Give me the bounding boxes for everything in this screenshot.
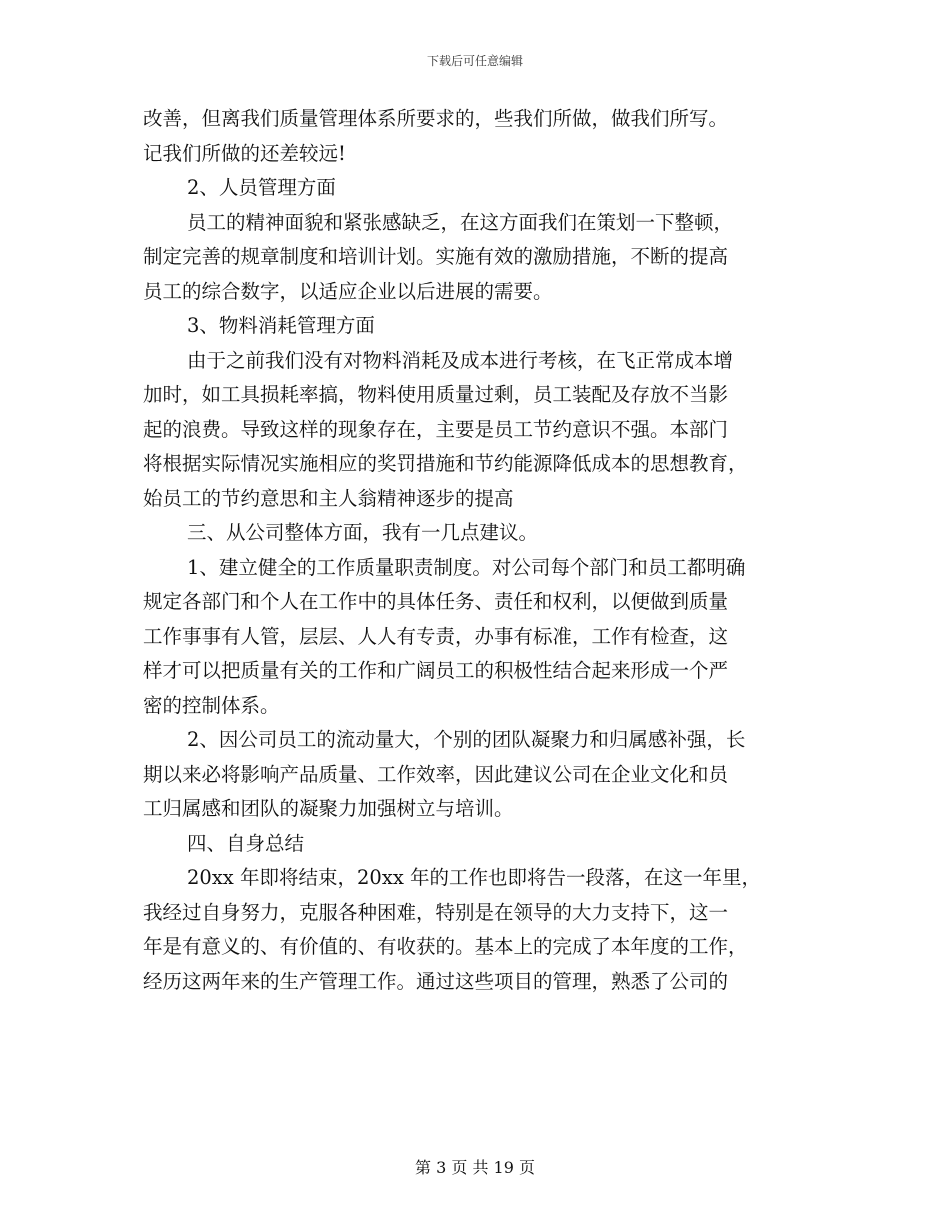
text-line: 起的浪费。导致这样的现象存在，主要是员工节约意识不强。本部门 <box>143 417 729 441</box>
text-line: 期以来必将影响产品质量、工作效率，因此建议公司在企业文化和员 <box>143 762 729 786</box>
document-body <box>143 102 813 999</box>
page-footer: 第 3 页 共 19 页 <box>415 1158 535 1177</box>
text-line: 2、因公司员工的流动量大，个别的团队凝聚力和归属感补强，长 <box>187 728 746 751</box>
text-line: 规定各部门和个人在工作中的具体任务、责任和权利，以便做到质量 <box>143 590 729 613</box>
text-line: 1、建立健全的工作质量职责制度。对公司每个部门和员工都明确 <box>187 555 746 579</box>
text-line: 加时，如工具损耗率搞，物料使用质量过剩，员工装配及存放不当影 <box>143 383 729 406</box>
text-line: 四、自身总结 <box>187 831 305 855</box>
text-line: 员工的综合数字，以适应企业以后进展的需要。 <box>143 279 553 303</box>
text-line: 3、物料消耗管理方面 <box>187 314 375 337</box>
text-line: 我经过自身努力，克服各种困难，特别是在领导的大力支持下，这一 <box>143 900 729 924</box>
text-line: 员工的精神面貌和紧张感缺乏，在这方面我们在策划一下整顿， <box>187 210 734 234</box>
page-header: 下载后可任意编辑 <box>426 54 523 68</box>
text-line: 密的控制体系。 <box>143 693 280 717</box>
text-line: 将根据实际情况实施相应的奖罚措施和节约能源降低成本的思想教育， <box>143 452 748 475</box>
text-line: 制定完善的规章制度和培训计划。实施有效的激励措施，不断的提高 <box>143 245 729 268</box>
text-line: 由于之前我们没有对物料消耗及成本进行考核，在飞正常成本增 <box>187 348 734 372</box>
text-line: 工作事事有人管，层层、人人有专责，办事有标准，工作有检查，这 <box>143 624 729 648</box>
text-line: 三、从公司整体方面，我有一几点建议。 <box>187 521 539 544</box>
text-line: 始员工的节约意思和主人翁精神逐步的提高 <box>143 486 514 510</box>
text-line: 改善，但离我们质量管理体系所要求的，些我们所做，做我们所写。 <box>143 107 729 130</box>
text-line: 样才可以把质量有关的工作和广阔员工的积极性结合起来形成一个严 <box>143 659 729 682</box>
text-line: 年是有意义的、有价值的、有收获的。基本上的完成了本年度的工作， <box>143 935 748 958</box>
text-line: 20xx 年即将结束，20xx 年的工作也即将告一段落，在这一年里， <box>187 866 762 889</box>
text-line: 经历这两年来的生产管理工作。通过这些项目的管理，熟悉了公司的 <box>143 969 729 993</box>
text-line: 工归属感和团队的凝聚力加强树立与培训。 <box>143 797 514 820</box>
text-line: 2、人员管理方面 <box>187 176 336 199</box>
text-line: 记我们所做的还差较远! <box>143 141 346 165</box>
